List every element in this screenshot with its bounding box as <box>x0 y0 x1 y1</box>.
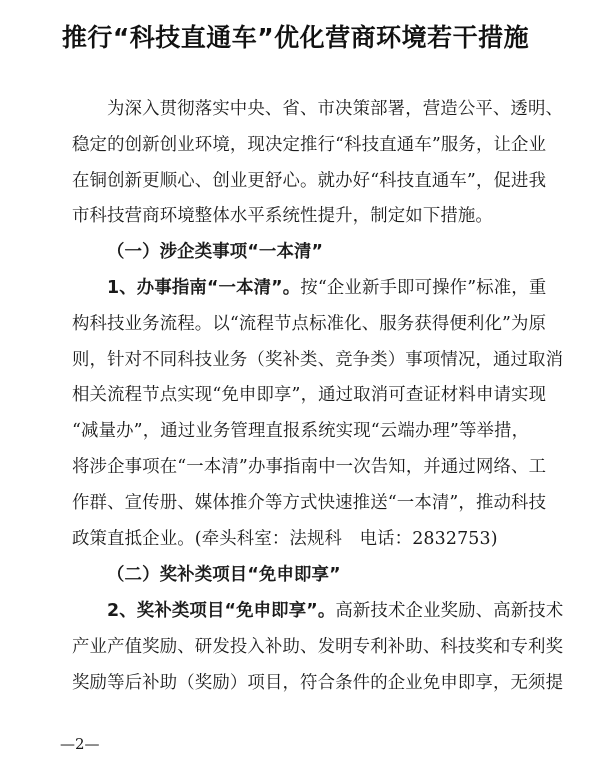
document-title: 推行“科技直通车”优化营商环境若干措施 <box>61 23 530 52</box>
section-heading: （二）奖补类项目“免申即享” <box>107 565 341 585</box>
item-lead: 1、办事指南“一本清”。 <box>107 278 301 298</box>
intro-line: 稳定的创新创业环境，现决定推行“科技直通车”服务，让企业 <box>72 135 547 155</box>
section-heading: （一）涉企类事项“一本清” <box>107 242 324 262</box>
paragraph-line: 构科技业务流程。以“流程节点标准化、服务获得便利化”为原 <box>72 314 547 334</box>
intro-line: 市科技营商环境整体水平系统性提升，制定如下措施。 <box>72 206 493 226</box>
paragraph-line: “减量办”，通过业务管理直报系统实现“云端办理”等举措， <box>72 421 530 441</box>
paragraph-line: 奖励等后补助（奖励）项目，符合条件的企业免申即享，无须提 <box>72 673 564 693</box>
paragraph-line: 作群、宣传册、媒体推介等方式快速推送“一本清”，推动科技 <box>72 493 547 513</box>
paragraph-line: 相关流程节点实现“免申即享”，通过取消可查证材料申请实现 <box>72 385 547 405</box>
intro-line: 为深入贯彻落实中央、省、市决策部署，营造公平、透明、 <box>107 99 564 119</box>
intro-line: 在铜创新更顺心、创业更舒心。就办好“科技直通车”，促进我 <box>72 171 547 191</box>
paragraph-line: 政策直抵企业。(牵头科室：法规科 电话：2832753) <box>72 529 498 549</box>
item-lead: 2、奖补类项目“免申即享”。 <box>107 601 336 621</box>
item-text: 高新技术企业奖励、高新技术 <box>335 601 564 621</box>
page-number: —2— <box>60 735 100 753</box>
paragraph-line <box>107 277 567 299</box>
item-text: 按“企业新手即可操作”标准，重 <box>300 278 547 298</box>
paragraph-line: 则，针对不同科技业务（奖补类、竞争类）事项情况，通过取消 <box>72 350 564 370</box>
paragraph-line: 将涉企事项在“一本清”办事指南中一次告知，并通过网络、工 <box>72 457 547 477</box>
paragraph-line <box>107 600 567 622</box>
paragraph-line: 产业产值奖励、研发投入补助、发明专利补助、科技奖和专利奖 <box>72 637 564 657</box>
